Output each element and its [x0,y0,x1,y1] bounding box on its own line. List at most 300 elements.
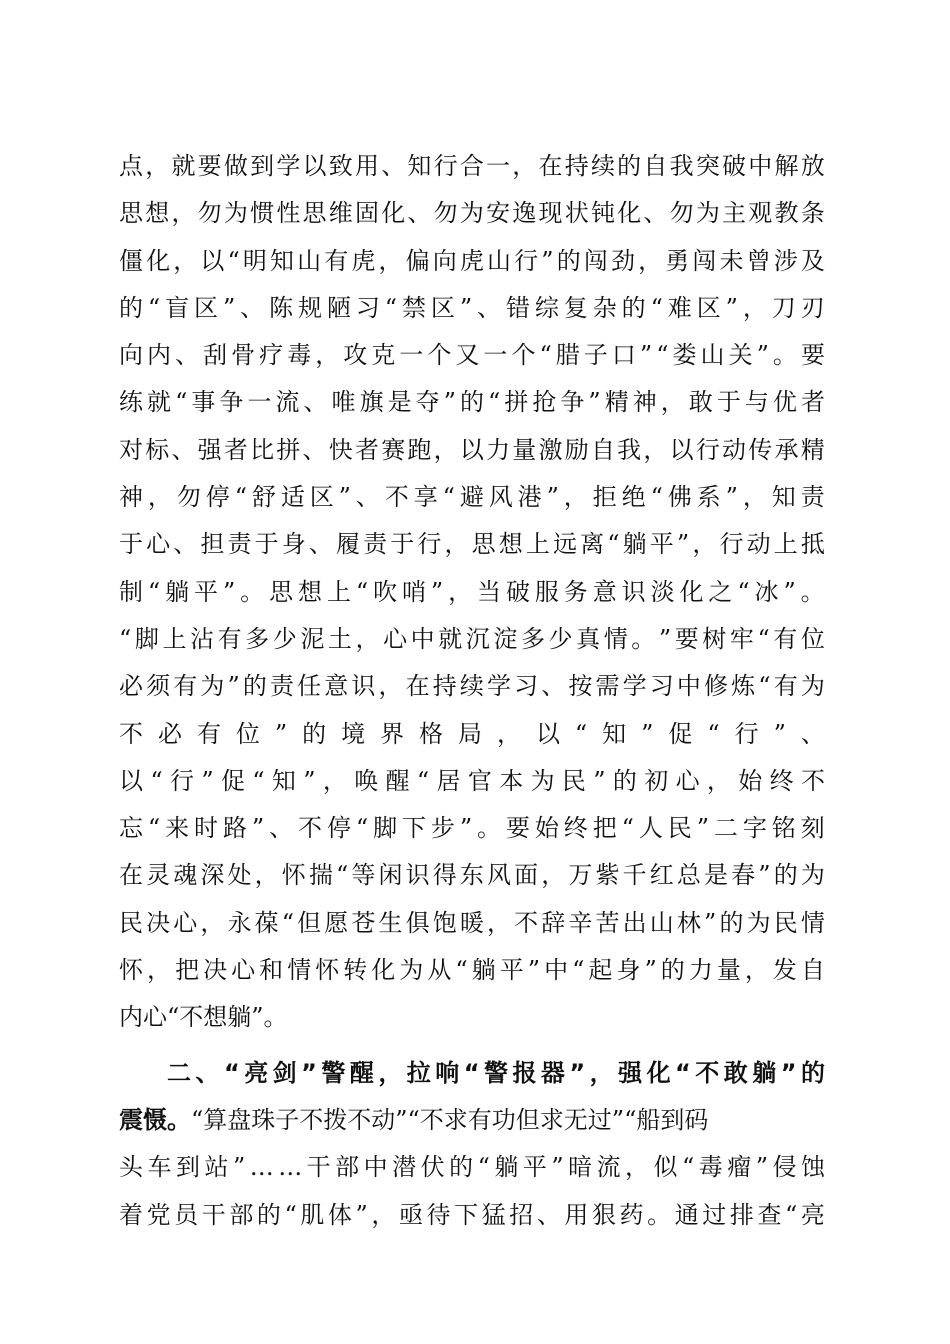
glyph: 、 [303,388,328,417]
glyph: ， [643,435,668,464]
glyph: 偏 [405,246,430,275]
glyph: 心 [675,766,700,795]
glyph: ” [301,1058,317,1087]
glyph: 避 [459,483,484,512]
glyph: 放 [800,152,825,180]
glyph: 为 [399,956,424,985]
text-line [119,427,825,474]
glyph: 路 [222,814,247,843]
glyph: 舒 [251,483,276,512]
glyph: 识 [351,672,376,701]
glyph: 状 [564,199,589,228]
glyph: 不 [514,908,539,937]
glyph: 虎 [459,246,484,275]
glyph: 强 [618,1058,643,1087]
glyph: 陈 [269,293,294,322]
glyph: ， [433,435,458,464]
glyph: 化 [617,199,642,228]
glyph: 、 [643,199,668,228]
glyph: ， [200,908,225,937]
glyph: 续 [590,152,615,180]
glyph: “ [757,624,770,653]
glyph: 制 [119,577,143,606]
glyph: 神 [632,388,657,417]
glyph: 排 [729,1200,754,1229]
glyph: ” [756,341,769,370]
glyph: ” [676,530,690,559]
glyph: 抵 [800,530,825,559]
glyph: 是 [704,861,729,890]
glyph: 习 [649,672,674,701]
glyph: ， [706,766,731,795]
glyph: 的 [256,1200,281,1229]
glyph: 和 [259,956,284,985]
glyph: 的 [800,1058,825,1087]
glyph: 思 [471,530,496,559]
glyph: 民 [773,908,798,937]
glyph: 唯 [331,388,356,417]
glyph: 观 [748,199,773,228]
glyph: 以 [119,766,143,795]
glyph: 似 [653,1153,678,1182]
glyph: 下 [401,814,426,843]
glyph: 勿 [176,483,201,512]
glyph: 怀 [281,861,306,890]
glyph: “ [477,1153,490,1182]
text-line [119,711,825,758]
glyph: 有 [324,246,349,275]
glyph: 中 [410,624,435,653]
glyph: 有 [217,624,242,653]
glyph: 东 [459,861,484,890]
glyph: 春 [731,861,756,890]
glyph: 学 [276,152,301,180]
glyph: 对 [119,435,143,464]
glyph: 以 [459,435,484,464]
glyph: “ [758,672,771,701]
glyph: 灵 [146,861,171,890]
glyph: 猛 [481,1200,506,1229]
glyph: 躺 [622,530,647,559]
glyph: “ [682,1153,695,1182]
glyph: 量 [716,956,741,985]
glyph: ， [145,152,170,180]
glyph: 练 [119,388,143,417]
glyph: 炼 [731,672,756,701]
glyph: 勇 [665,246,690,275]
glyph: 红 [649,861,674,890]
glyph: 我 [669,152,694,180]
glyph: 标 [145,435,170,464]
glyph: 来 [165,814,190,843]
glyph: ” [588,388,601,417]
glyph: 就 [438,624,463,653]
text-line [119,521,825,568]
glyph: 情 [800,908,825,937]
glyph: ， [563,483,588,512]
glyph: 区 [430,293,455,322]
glyph: ” [639,341,653,370]
glyph: ” [251,814,265,843]
glyph: “ [147,577,161,606]
glyph: ” [725,293,738,322]
glyph: 知 [602,719,627,748]
glyph: 意 [324,672,349,701]
section-two-heading [119,1050,825,1097]
glyph: 难 [667,293,692,322]
glyph: 苦 [595,908,620,937]
glyph: 有 [773,672,798,701]
glyph: 车 [147,1153,172,1182]
glyph: 刻 [800,814,825,843]
glyph: 劲 [610,246,635,275]
glyph: 位 [800,624,825,653]
glyph: ， [625,1153,650,1182]
glyph: 民 [561,766,586,795]
glyph: “ [355,814,369,843]
glyph: 维 [328,199,353,228]
glyph: 勿 [669,199,694,228]
glyph: 个 [511,341,536,370]
glyph: 揣 [308,861,333,890]
glyph: 的 [719,908,744,937]
glyph: 始 [534,814,559,843]
glyph: ” [704,908,717,937]
glyph: 、 [800,719,825,748]
glyph: ” [459,293,473,322]
glyph: ” [430,577,444,606]
glyph: 从 [427,956,452,985]
glyph: “ [281,908,295,937]
glyph: 有 [173,672,198,701]
glyph: 的 [556,246,581,275]
glyph: 干 [306,1153,331,1182]
glyph: 者 [800,388,825,417]
glyph: 等 [351,861,376,890]
glyph: ” [527,956,541,985]
glyph: 盲 [165,293,190,322]
glyph: “ [223,1058,240,1087]
section-two-heading-cont [119,1097,825,1144]
text-line [119,900,825,947]
glyph: 用 [564,1200,589,1229]
glyph: 紫 [595,861,620,890]
glyph: 责 [800,483,825,512]
glyph: ， [315,341,340,370]
text-line [119,190,825,237]
glyph: ” [227,672,240,701]
glyph: ， [589,1058,614,1087]
text-line [119,852,825,899]
glyph: 力 [486,435,511,464]
glyph: 用 [354,152,379,180]
glyph: 明 [242,246,267,275]
glyph: 林 [676,908,701,937]
glyph: ， [660,388,685,417]
glyph: “ [463,1058,480,1087]
glyph: 亮 [244,1058,269,1087]
glyph: 需 [595,672,620,701]
glyph: 争 [219,388,244,417]
glyph: ， [744,956,769,985]
glyph: 有 [773,624,798,653]
glyph: 知 [271,766,296,795]
glyph: 伏 [420,1153,445,1182]
glyph: 流 [596,1153,621,1182]
glyph: 平 [499,956,524,985]
glyph: ” [338,483,351,512]
glyph: 旗 [359,388,384,417]
glyph: ” [222,577,236,606]
glyph: 抢 [532,388,557,417]
glyph: “ [147,293,161,322]
glyph: “ [785,1200,798,1229]
glyph: 意 [592,577,617,606]
glyph: 。 [477,814,502,843]
glyph: 。 [631,624,656,653]
glyph: 的 [612,766,637,795]
glyph: 不 [298,814,323,843]
glyph: 必 [119,672,143,701]
glyph: 一 [483,341,508,370]
text-line [119,569,825,616]
glyph: 闯 [692,246,717,275]
glyph: 部 [229,1200,254,1229]
glyph: 怀 [119,956,143,985]
text-line [119,238,825,285]
glyph: 的 [621,293,646,322]
glyph: ” [201,766,214,795]
glyph: 多 [245,624,270,653]
glyph: ， [371,1200,396,1229]
glyph: 。 [800,577,825,606]
glyph: 愿 [324,908,349,937]
glyph: 平 [649,530,674,559]
glyph: 习 [355,293,380,322]
glyph: 下 [454,1200,479,1229]
glyph: 想 [145,199,170,228]
text-line-last: 内心“不想躺”。 [119,1003,288,1032]
glyph: 合 [459,152,484,180]
glyph: 步 [430,814,455,843]
glyph: 力 [688,956,713,985]
glyph: 蚀 [801,1153,825,1182]
glyph: 在 [405,672,430,701]
glyph: 为 [223,199,248,228]
glyph: “ [384,293,398,322]
glyph: 以 [302,152,327,180]
glyph: 醒 [349,1058,374,1087]
glyph: “ [455,956,468,985]
glyph: 须 [146,672,171,701]
text-line [119,1192,825,1239]
glyph: 身 [616,956,641,985]
glyph: 与 [744,388,769,417]
glyph: 出 [622,908,647,937]
glyph: 官 [467,766,492,795]
glyph: 腊 [555,341,580,370]
glyph: ” [232,1153,246,1182]
glyph: 任 [297,672,322,701]
glyph: 着 [119,1200,143,1229]
glyph: 做 [223,152,248,180]
glyph: 民 [119,908,143,937]
glyph: 为 [530,766,555,795]
glyph: 攻 [343,341,368,370]
glyph: 把 [592,814,617,843]
glyph: 葆 [254,908,279,937]
glyph: ” [551,1153,564,1182]
glyph: 风 [488,483,513,512]
glyph: 深 [200,861,225,890]
glyph: 化 [146,246,171,275]
glyph: 器 [540,1058,565,1087]
glyph: 、 [173,530,198,559]
glyph: ” [222,293,236,322]
glyph: 关 [728,341,753,370]
glyph: 居 [436,766,461,795]
glyph: 心 [383,624,408,653]
glyph: 传 [748,435,773,464]
glyph: 刮 [203,341,228,370]
glyph: 子 [583,341,608,370]
glyph: 字 [742,814,767,843]
glyph: 是 [387,388,412,417]
glyph: 点 [119,152,143,180]
glyph: 佛 [667,483,692,512]
glyph: 始 [738,766,763,795]
glyph: ” [303,766,316,795]
glyph: 少 [548,624,573,653]
glyph: 责 [227,530,252,559]
glyph: 药 [619,1200,644,1229]
glyph: 主 [722,199,747,228]
glyph: 查 [757,1200,782,1229]
glyph: “ [621,814,634,843]
glyph: 转 [343,956,368,985]
glyph: 刀 [771,293,796,322]
glyph: 唤 [354,766,379,795]
text-line [119,285,825,332]
glyph: 报 [512,1058,537,1087]
glyph: 的 [449,1153,474,1182]
glyph: 侵 [772,1153,797,1182]
glyph: ， [171,199,196,228]
glyph: 闲 [378,861,403,890]
glyph: 通 [674,1200,699,1229]
glyph: 自 [800,956,825,985]
glyph: 牢 [729,624,754,653]
glyph: 吹 [373,577,398,606]
glyph: 不 [695,1058,720,1087]
glyph: 生 [378,908,403,937]
glyph: ” [758,861,771,890]
glyph: 把 [175,956,200,985]
glyph: 系 [696,483,721,512]
glyph: ， [378,672,403,701]
glyph: 安 [486,199,511,228]
glyph: 躺 [494,1153,519,1182]
glyph: ” [569,1058,586,1087]
glyph: 化 [371,956,396,985]
glyph: 勿 [433,199,458,228]
glyph: 虎 [351,246,376,275]
glyph: 平 [194,577,219,606]
glyph: ， [378,1058,403,1087]
glyph: 泥 [300,624,325,653]
glyph: 停 [326,814,351,843]
glyph: 决 [203,956,228,985]
glyph: 中 [748,152,773,180]
glyph: … [278,1153,303,1182]
glyph: 、 [171,435,196,464]
glyph: 头 [119,1153,143,1182]
glyph: ， [355,624,380,653]
glyph: 享 [413,483,438,512]
glyph: 的 [242,672,267,701]
glyph: “ [650,293,663,322]
text-line [119,379,825,426]
glyph: 跑 [407,435,432,464]
text-line [119,663,825,710]
glyph: 拒 [592,483,617,512]
glyph: 于 [254,530,279,559]
glyph: 。 [647,1200,672,1229]
glyph: 争 [560,388,585,417]
glyph: 魂 [173,861,198,890]
glyph: 个 [427,341,452,370]
glyph: “ [572,956,585,985]
glyph: 本 [499,766,524,795]
glyph: “ [442,483,455,512]
glyph: 上 [162,624,187,653]
glyph: 要 [197,152,222,180]
text-line [119,805,825,852]
glyph: 续 [459,672,484,701]
glyph: 学 [622,672,647,701]
glyph: 山 [297,246,322,275]
glyph: 有 [196,719,221,748]
glyph: 、 [477,293,502,322]
glyph: 上 [773,530,798,559]
glyph: 多 [520,624,545,653]
section-two-text-start: “算盘珠子不拨不动”“不求有功但求无过”“船到码 [191,1105,709,1134]
glyph: 发 [772,956,797,985]
glyph: 上 [326,577,351,606]
glyph: 沾 [190,624,215,653]
glyph: 要 [505,814,530,843]
glyph: 动 [746,530,771,559]
glyph: “ [119,624,132,653]
glyph: 躺 [165,577,190,606]
glyph: 为 [746,908,771,937]
glyph: 瘤 [727,1153,752,1182]
glyph: 情 [287,956,312,985]
glyph: 永 [227,908,252,937]
glyph: 向 [119,341,143,370]
text-line [119,332,825,379]
glyph: 干 [201,1200,226,1229]
glyph: 以 [200,246,225,275]
glyph: ” [773,719,786,748]
glyph: “ [488,388,501,417]
glyph: ” [755,1153,769,1182]
glyph: 终 [769,766,794,795]
glyph: 化 [679,577,704,606]
glyph: ， [638,246,663,275]
glyph: 于 [716,388,741,417]
glyph: 识 [405,861,430,890]
